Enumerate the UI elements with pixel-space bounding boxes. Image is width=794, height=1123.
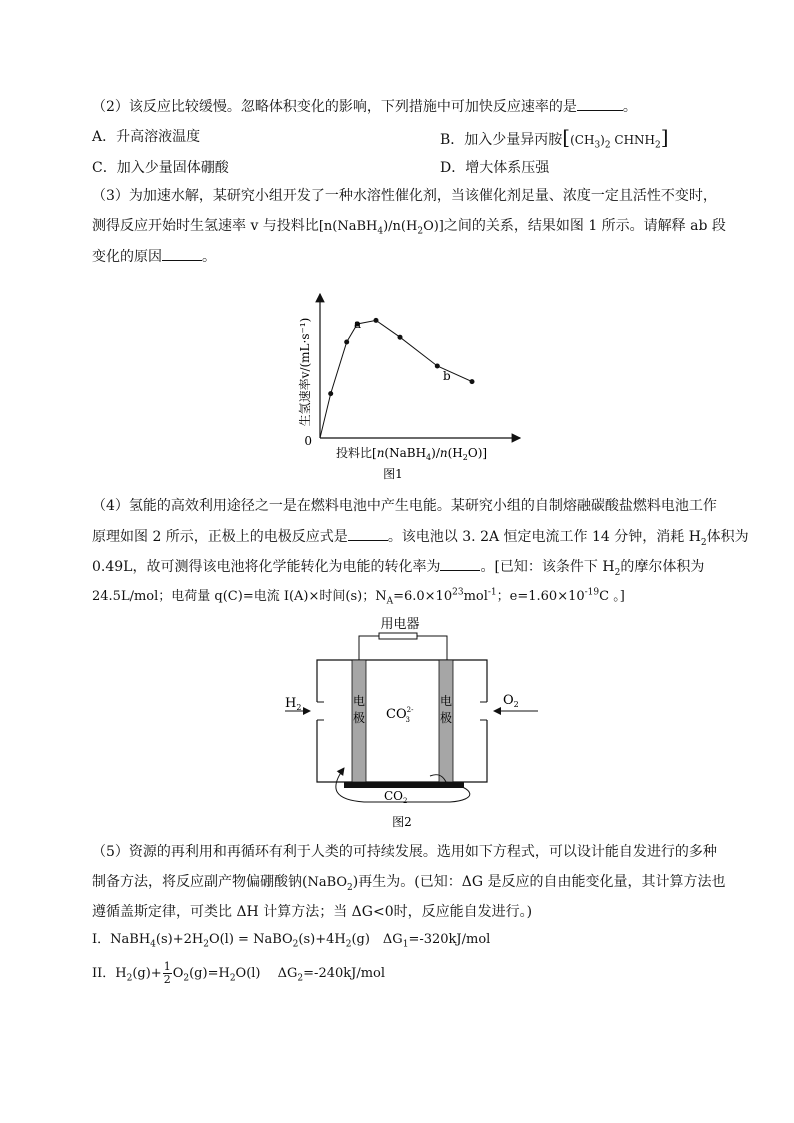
figure-2-caption: 图2 [392, 815, 412, 829]
bracket-close: ] [660, 125, 669, 149]
eq-sub: 2 [183, 973, 190, 984]
q4-line1: （4）氢能的高效利用途径之一是在燃料电池中产生电能。某研究小组的自制熔融碳酸盐燃料电池工作 [92, 498, 717, 514]
eq-part: (s)+2H [155, 932, 204, 947]
q3-line2-text: 测得反应开始时生氢速率 v 与投料比 [92, 218, 319, 234]
carbonate-label [386, 706, 414, 724]
q4-line4-text: 24.5L/mol；电荷量 q(C)=电流 I(A)×时间(s)；N [92, 589, 387, 604]
eq-part: O(l) ΔG [235, 966, 298, 981]
q2-options-row1 [92, 125, 669, 151]
q5-line2-end: )再生为。(已知：ΔG 是反应的自由能变化量，其计算方法也 [352, 874, 726, 890]
formula-sub: 2 [700, 537, 707, 548]
formula-sub: 2 [604, 140, 611, 151]
q4-line4-text: mol [463, 589, 488, 604]
eq-sub: 1 [402, 939, 409, 950]
xlabel-sub: 2 [462, 453, 468, 462]
xlabel-part: 投料比[ [336, 446, 377, 460]
q2-stem-text: （2）该反应比较缓慢。忽略体积变化的影响，下列措施中可加快反应速率的是 [92, 99, 577, 115]
fraction-numerator: 1 [163, 960, 171, 973]
data-point [374, 318, 379, 323]
option-b[interactable] [440, 127, 669, 150]
origin-label: 0 [304, 434, 312, 448]
h2-sub: 2 [296, 703, 302, 712]
bracket-open: [ [562, 125, 571, 149]
q4-line2-end: 体积为 [706, 529, 749, 545]
formula-sub: 3 [594, 140, 601, 151]
eq-part: O [172, 966, 184, 981]
electrode-right-char1: 电 [439, 694, 453, 708]
eq-sub: 4 [150, 939, 156, 950]
equation-1 [92, 930, 490, 950]
figure-2-fuel-cell [280, 612, 550, 837]
formula-part: (CH [570, 133, 595, 147]
carbonate-sub: 3 [405, 716, 410, 724]
device-label: 用电器 [380, 617, 420, 632]
formula-sup: -1 [487, 587, 497, 598]
point-b-label: b [443, 369, 451, 383]
eq-part: (s)+4H [298, 932, 346, 947]
carbonate-text: CO [386, 707, 407, 722]
xlabel-italic: n [439, 446, 448, 460]
eq-part: =-320kJ/mol [408, 932, 491, 947]
formula-part: O)] [423, 219, 444, 234]
cell-bottom [317, 720, 487, 782]
xlabel-part: )/ [431, 446, 440, 460]
electrode-left-char2: 极 [352, 711, 366, 725]
eq-sub: 2 [229, 973, 236, 984]
data-series [320, 318, 475, 438]
q4-line2 [92, 526, 749, 547]
q2-options-row2 [92, 158, 550, 178]
q5-line1: （5）资源的再利用和再循环有利于人类的可持续发展。选用如下方程式，可以设计能自发进行的多种 [92, 844, 717, 860]
q5-line2-text: 制备方法，将反应副产物偏硼酸钠( [92, 874, 308, 890]
q3-line3-text: 变化的原因 [92, 249, 162, 265]
q4-line4-text: =6.0×10 [393, 589, 453, 604]
figure-1-chart [280, 286, 530, 486]
eq-part: (g) ΔG [351, 932, 403, 947]
co2-sub: 2 [403, 797, 408, 805]
formula-sub: 4 [377, 226, 384, 237]
q3-line1: （3）为加速水解，某研究小组开发了一种水溶性催化剂，当该催化剂足量、浓度一定且活性不变时， [92, 188, 717, 204]
formula-sub: 2 [655, 140, 661, 151]
xlabel-part: (H [447, 446, 463, 460]
q4-line3-text: 0.49L，故可测得该电池将化学能转化为电能的转化率为 [92, 559, 441, 575]
fraction-half [163, 961, 172, 986]
data-point [328, 391, 333, 396]
electrode-right-char2: 极 [439, 711, 453, 725]
q4-line4 [92, 587, 625, 607]
equation-2 [92, 960, 385, 988]
data-point [344, 340, 349, 345]
formula-part: CHNH [610, 133, 656, 147]
q4-line3 [92, 556, 704, 577]
x-axis-label [336, 445, 487, 462]
q3-line2-text-end: 之间的关系，结果如图 1 所示。请解释 ab 段 [443, 218, 726, 234]
q4-line2-text: 原理如图 2 所示，正极上的电极反应式是 [92, 529, 348, 545]
option-c[interactable]: C．加入少量固体硼酸 [92, 160, 229, 176]
xlabel-part: O)] [467, 446, 488, 460]
q2-stem-end: 。 [622, 99, 637, 115]
eq-sub: 2 [297, 973, 304, 984]
formula-part: [n(NaBH [318, 219, 378, 234]
eq-sub: 2 [203, 939, 209, 950]
electrolyte-base [344, 782, 464, 788]
eq-sub: 2 [126, 973, 133, 984]
xlabel-sub: 4 [426, 453, 432, 462]
h2-label [285, 696, 301, 712]
formula-sup: -19 [584, 587, 600, 598]
point-a-label: a [354, 317, 362, 331]
option-b-text: B．加入少量异丙胺 [440, 132, 563, 148]
xlabel-italic: n [376, 446, 385, 460]
answer-blank[interactable] [577, 96, 623, 111]
eq-part: I．NaBH [92, 932, 151, 947]
y-axis-label: 生氢速率v/(mL·s⁻¹) [298, 317, 312, 427]
answer-blank[interactable] [162, 246, 202, 261]
option-d[interactable]: D．增大体系压强 [440, 160, 550, 176]
formula-sub: 2 [417, 226, 424, 237]
co2-text: CO [384, 789, 404, 803]
figure-1-caption: 图1 [383, 467, 403, 481]
eq-part: (g)=H [189, 966, 230, 981]
option-a[interactable]: A．升高溶液温度 [92, 129, 201, 145]
answer-blank[interactable] [440, 556, 480, 571]
formula-sub: 2 [347, 882, 353, 893]
o2-sub: 2 [513, 700, 519, 709]
eq-part: (g)+ [132, 966, 162, 981]
q3-line2 [92, 216, 726, 237]
cell-top [317, 660, 487, 702]
q4-line3-end: 的摩尔体积为 [620, 559, 705, 575]
data-point [435, 364, 440, 369]
electrode-left-char1: 电 [352, 694, 366, 708]
o2-text: O [503, 693, 514, 708]
formula-sub: A [386, 596, 394, 607]
co2-label [384, 789, 408, 805]
q4-line2-mid: 。该电池以 3. 2A 恒定电流工作 14 分钟，消耗 H [387, 529, 701, 545]
eq-part: O(l) = NaBO [208, 932, 293, 947]
fraction-denominator: 2 [163, 973, 171, 986]
carbonate-sup: 2- [406, 706, 414, 714]
formula-part: ) [600, 133, 605, 147]
o2-label [503, 693, 519, 709]
eq-sub: 2 [345, 939, 352, 950]
q4-line3-mid: 。[已知：该条件下 H [480, 559, 615, 575]
data-point [470, 379, 475, 384]
q2-stem [92, 96, 637, 117]
q4-line4-text: ；e=1.60×10 [496, 589, 585, 604]
formula-part: NaBO [307, 875, 348, 890]
q4-line4-text: C 。] [599, 589, 625, 604]
formula-part: )/n(H [383, 219, 418, 234]
q3-line3-end: 。 [202, 249, 216, 265]
q5-line2 [92, 872, 725, 893]
answer-blank[interactable] [348, 526, 388, 541]
q5-line3: 遵循盖斯定律，可类比 ΔH 计算方法；当 ΔG<0时，反应能自发进行。) [92, 904, 533, 920]
eq-part: =-240kJ/mol [303, 966, 386, 981]
h2-text: H [285, 696, 297, 711]
data-point [398, 335, 403, 340]
device-resistor [379, 633, 417, 639]
q3-line3 [92, 246, 216, 267]
formula-sup: 23 [452, 587, 464, 598]
eq-sub: 2 [292, 939, 299, 950]
xlabel-part: (NaBH [384, 446, 427, 460]
eq-part: II．H [92, 966, 127, 981]
formula-sub: 2 [614, 567, 621, 578]
